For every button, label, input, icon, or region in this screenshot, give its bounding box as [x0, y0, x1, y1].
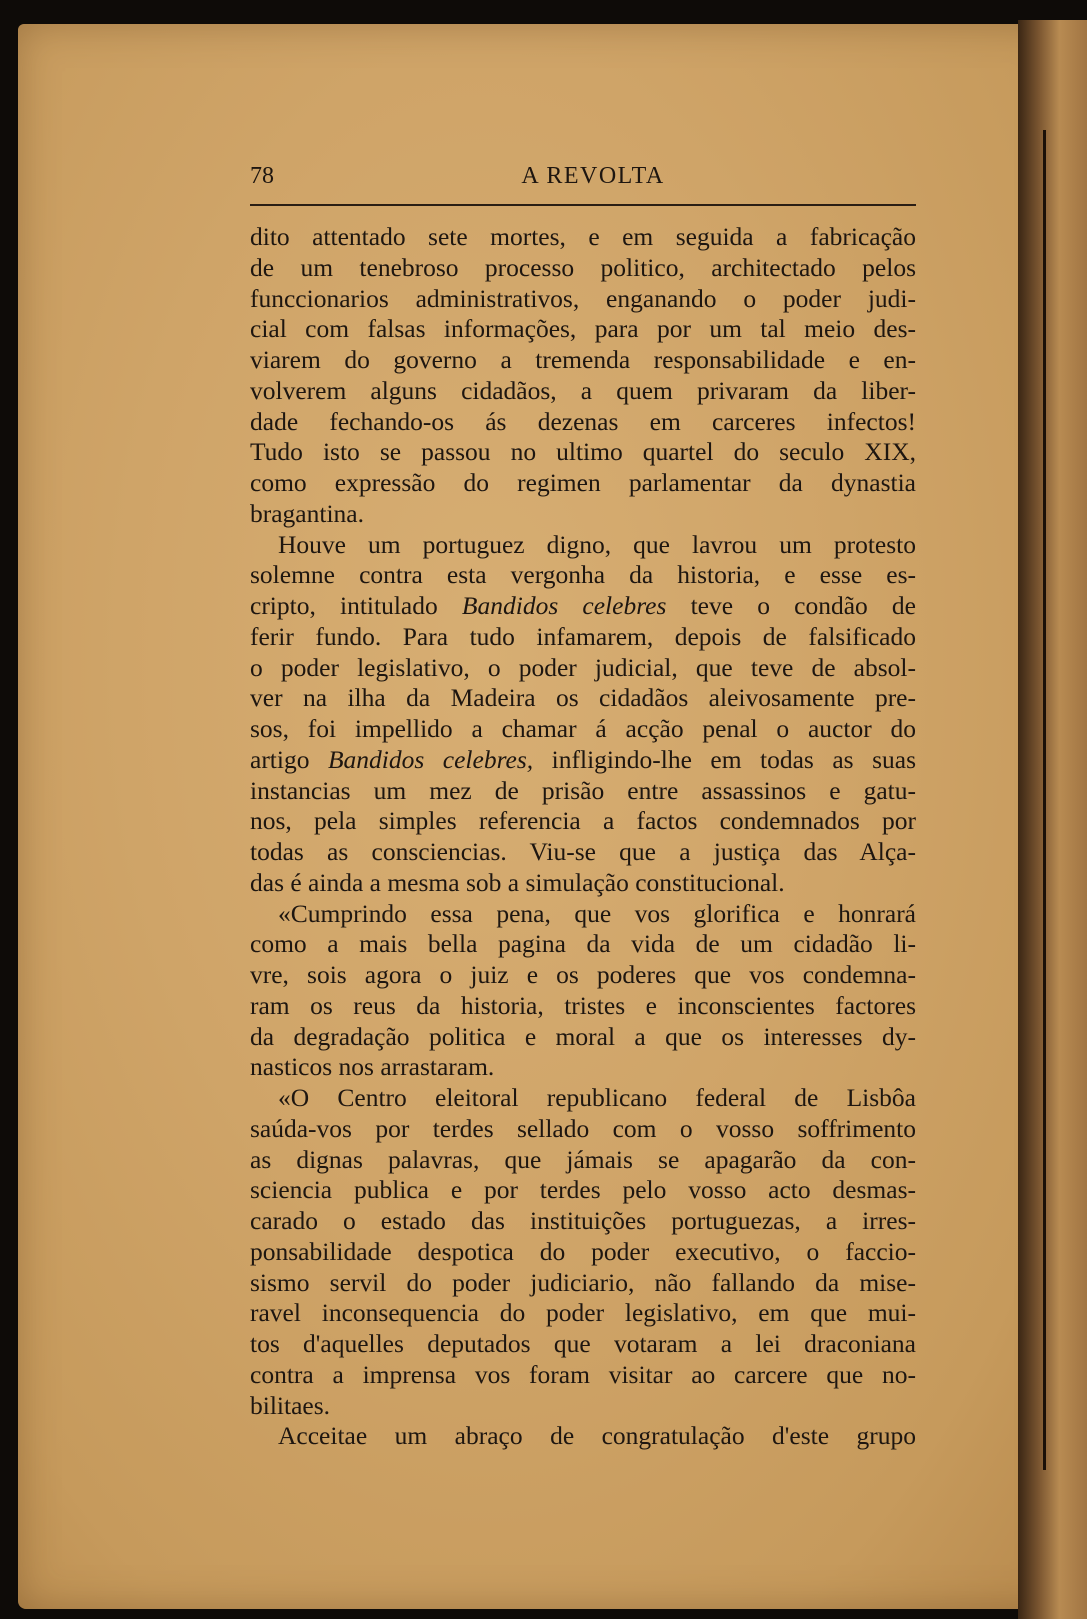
book-spine-edge: [1018, 20, 1087, 1619]
text-line: solemne contra esta vergonha da historia, e esse es-: [250, 560, 916, 590]
text-line: instancias um mez de prisão entre assassinos e gatu-: [250, 775, 916, 805]
body-text: [250, 222, 916, 1452]
text-line: dito attentado sete mortes, e em seguida a fabricação: [250, 222, 916, 251]
text-line: bragantina.: [250, 498, 364, 528]
text-line: dade fechando-os ás dezenas em carceres infectos!: [250, 406, 916, 436]
text-line: ponsabilidade despotica do poder executivo, o faccio-: [250, 1236, 916, 1266]
text-line: funccionarios administrativos, enganando o poder judi-: [250, 283, 916, 313]
text-line: cripto, intitulado Bandidos celebres teve o condão de: [250, 591, 916, 620]
text-line: o poder legislativo, o poder judicial, que teve de absol-: [250, 652, 916, 682]
header-rule: [250, 204, 916, 206]
italic-title: Bandidos celebres: [461, 591, 667, 620]
text-line: vre, sois agora o juiz e os poderes que vos condemna-: [250, 960, 916, 989]
page-header: [250, 163, 916, 193]
text-line: viarem do governo a tremenda responsabilidade e en-: [250, 345, 916, 374]
text-line: contra a imprensa vos foram visitar ao carcere que no-: [250, 1359, 916, 1389]
text-line: ram os reus da historia, tristes e inconscientes factores: [250, 990, 916, 1020]
text-line: sismo servil do poder judiciario, não fallando da mise-: [250, 1267, 916, 1297]
text-line: como a mais bella pagina da vida de um cidadão li-: [250, 929, 916, 959]
text-line: carado o estado das instituições portuguezas, a irres-: [250, 1206, 916, 1235]
text-line: Tudo isto se passou no ultimo quartel do seculo XIX,: [250, 437, 916, 467]
text-line: «O Centro eleitoral republicano federal de Lisbôa: [278, 1083, 916, 1112]
text-line: as dignas palavras, que jámais se apagarão da con-: [250, 1144, 916, 1174]
spine-shadow-line: [1043, 130, 1046, 1470]
page-number: 78: [250, 163, 274, 189]
text-line: como expressão do regimen parlamentar da dynastia: [250, 468, 916, 497]
text-line: sos, foi impellido a chamar á acção penal o auctor do: [250, 714, 916, 743]
text-line: Acceitae um abraço de congratulação d'este grupo: [278, 1421, 916, 1451]
italic-title: Bandidos celebres,: [327, 744, 534, 774]
text-line: bilitaes.: [250, 1390, 331, 1420]
text-line: das é ainda a mesma sob a simulação constitucional.: [250, 867, 785, 897]
text-line: saúda-vos por terdes sellado com o vosso soffrimento: [250, 1113, 916, 1143]
text-line: da degradação politica e moral a que os interesses dy-: [250, 1021, 916, 1051]
text-line: nos, pela simples referencia a factos condemnados por: [250, 806, 916, 836]
text-line: ferir fundo. Para tudo infamarem, depois de falsificado: [250, 621, 916, 651]
text-line: cial com falsas informações, para por um tal meio des-: [250, 314, 916, 344]
text-line: «Cumprindo essa pena, que vos glorifica e honrará: [278, 898, 916, 928]
text-line: sciencia publica e por terdes pelo vosso acto desmas-: [250, 1175, 916, 1205]
text-line: ravel inconsequencia do poder legislativo, em que mui-: [250, 1298, 916, 1328]
text-line: ver na ilha da Madeira os cidadãos aleivosamente pre-: [250, 683, 916, 713]
text-line: de um tenebroso processo politico, architectado pelos: [250, 252, 916, 282]
text-line: nasticos nos arrastaram.: [250, 1052, 495, 1082]
running-head: A REVOLTA: [521, 163, 665, 189]
text-line: tos d'aquelles deputados que votaram a lei draconiana: [250, 1329, 916, 1358]
text-line: volverem alguns cidadãos, a quem privaram da liber-: [250, 375, 916, 405]
text-line: artigo Bandidos celebres, infligindo-lhe em todas as suas: [250, 744, 916, 774]
text-line: todas as consciencias. Viu-se que a justiça das Alça-: [250, 837, 916, 866]
text-line: Houve um portuguez digno, que lavrou um protesto: [278, 529, 916, 559]
